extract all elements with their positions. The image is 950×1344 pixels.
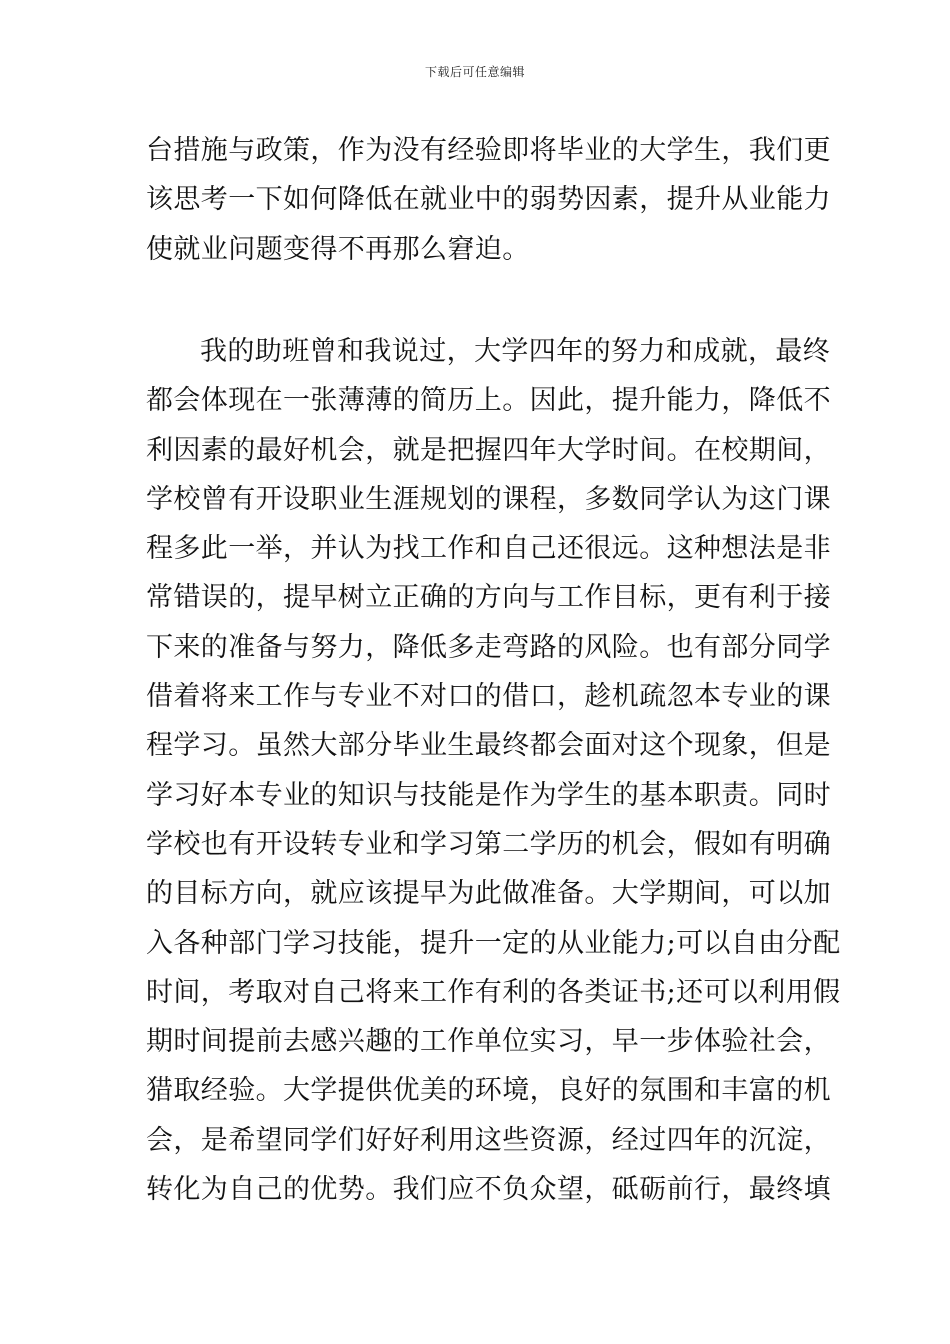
text-line: 的目标方向，就应该提早为此做准备。大学期间，可以加 [146,878,831,910]
text-line: 都会体现在一张薄薄的简历上。因此，提升能力，降低不 [146,385,831,417]
text-line: 程多此一举，并认为找工作和自己还很远。这种想法是非 [146,533,831,565]
text-line: 转化为自己的优势。我们应不负众望，砥砺前行，最终填 [146,1174,831,1206]
text-line: 该思考一下如何降低在就业中的弱势因素，提升从业能力 [146,184,831,216]
text-line: 猎取经验。大学提供优美的环境，良好的氛围和丰富的机 [146,1075,831,1107]
text-line: 学校曾有开设职业生涯规划的课程，多数同学认为这门课 [146,483,831,515]
text-line: 学习好本专业的知识与技能是作为学生的基本职责。同时 [146,779,831,811]
text-line: 借着将来工作与专业不对口的借口，趁机疏忽本专业的课 [146,681,831,713]
text-line: 下来的准备与努力，降低多走弯路的风险。也有部分同学 [146,631,831,663]
text-line: 常错误的，提早树立正确的方向与工作目标，更有利于接 [146,582,831,614]
paragraph-1 [146,126,831,274]
text-line: 入各种部门学习技能，提升一定的从业能力;可以自由分配 [146,927,841,959]
text-line: 台措施与政策，作为没有经验即将毕业的大学生，我们更 [146,135,831,166]
text-line: 程学习。虽然大部分毕业生最终都会面对这个现象，但是 [146,730,831,762]
text-line: 我的助班曾和我说过，大学四年的努力和成就，最终 [200,336,831,367]
text-line: 利因素的最好机会，就是把握四年大学时间。在校期间， [146,434,831,466]
text-line: 时间，考取对自己将来工作有利的各类证书;还可以利用假 [146,976,841,1008]
paragraph-2 [146,327,841,1214]
text-line: 会，是希望同学们好好利用这些资源，经过四年的沉淀， [146,1124,831,1156]
text-line: 学校也有开设转专业和学习第二学历的机会，假如有明确 [146,828,831,860]
text-line: 使就业问题变得不再那么窘迫。 [146,233,530,265]
text-line: 期时间提前去感兴趣的工作单位实习，早一步体验社会， [146,1026,831,1058]
page-header: 下载后可任意编辑 [424,65,525,79]
